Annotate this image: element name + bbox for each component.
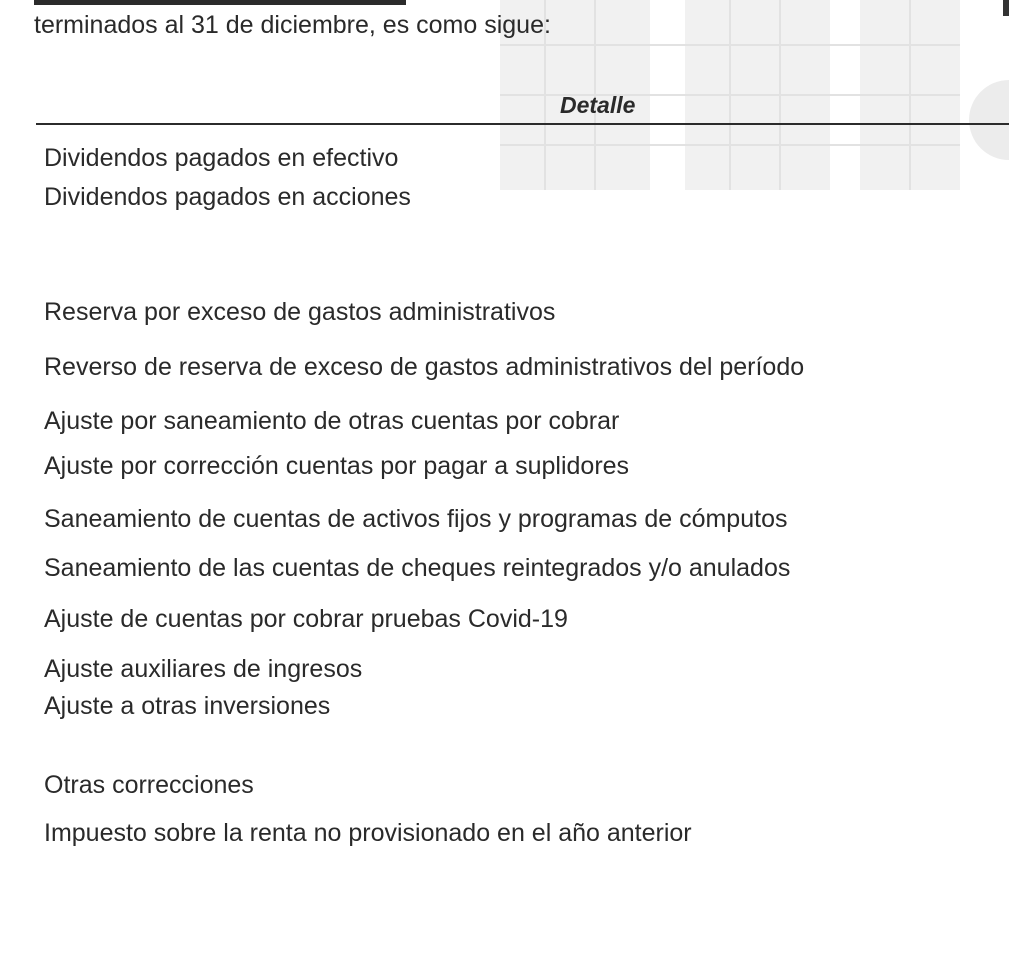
detail-row: Dividendos pagados en acciones	[44, 183, 411, 211]
intro-text: terminados al 31 de diciembre, es como sigue:	[34, 11, 551, 39]
detail-row: Saneamiento de las cuentas de cheques reintegrados y/o anulados	[44, 554, 791, 582]
header-rule	[36, 123, 1009, 125]
detail-row: Ajuste de cuentas por cobrar pruebas Covid-19	[44, 605, 568, 633]
top-rule	[34, 0, 406, 5]
detail-row: Saneamiento de cuentas de activos fijos y programas de cómputos	[44, 505, 788, 533]
detail-row: Ajuste por saneamiento de otras cuentas por cobrar	[44, 407, 620, 435]
detail-row: Impuesto sobre la renta no provisionado en el año anterior	[44, 819, 692, 847]
detail-row: Ajuste auxiliares de ingresos	[44, 655, 363, 683]
detail-row: Reserva por exceso de gastos administrativos	[44, 298, 556, 326]
detail-row: Ajuste por corrección cuentas por pagar a suplidores	[44, 452, 630, 480]
top-edge-mark	[1003, 0, 1009, 16]
column-header-detalle: Detalle	[560, 92, 636, 118]
detail-row: Reverso de reserva de exceso de gastos administrativos del período	[44, 353, 805, 381]
detail-row: Otras correcciones	[44, 771, 254, 799]
detail-row: Dividendos pagados en efectivo	[44, 144, 399, 172]
detail-row: Ajuste a otras inversiones	[44, 692, 331, 720]
